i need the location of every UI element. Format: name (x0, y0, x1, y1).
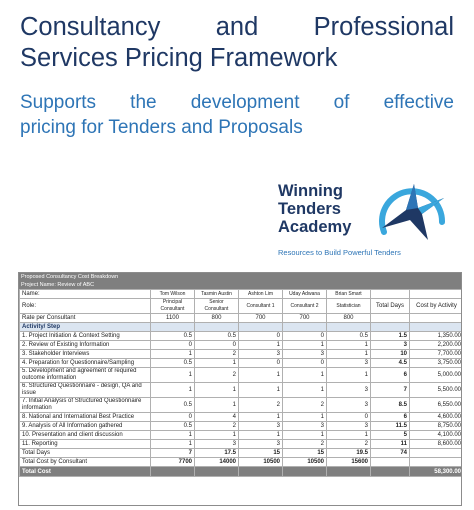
table-row (20, 422, 463, 431)
consultant-rate: 700 (239, 314, 283, 323)
logo-line-3: Academy (278, 218, 352, 236)
row-cost: 1,350.00 (410, 332, 463, 341)
page-title (20, 12, 454, 74)
days-cell[interactable]: 3 (195, 440, 239, 449)
consultant-total-cost: 14000 (195, 458, 239, 467)
grand-total-days: 74 (371, 449, 410, 458)
logo-line-2: Tenders (278, 200, 341, 218)
days-cell[interactable]: 1 (239, 383, 283, 398)
total-cost-value: 58,300.00 (410, 467, 463, 477)
total-cost-by-label: Total Cost by Consultant (20, 458, 151, 467)
days-cell[interactable]: 0 (151, 341, 195, 350)
total-cost-by-consultant-row (20, 458, 463, 467)
consultant-name: Tom Wilson (151, 290, 195, 299)
logo-line-1: Winning (278, 182, 343, 200)
days-cell[interactable]: 0.5 (151, 332, 195, 341)
days-cell[interactable]: 2 (195, 368, 239, 383)
days-cell[interactable]: 0 (283, 359, 327, 368)
table-row (20, 368, 463, 383)
rate-label: Rate per Consultant (20, 314, 151, 323)
row-total-days: 7 (371, 383, 410, 398)
days-cell[interactable]: 1 (283, 431, 327, 440)
role-label: Role: (20, 299, 151, 314)
winning-tenders-logo (274, 178, 456, 262)
table-row (20, 431, 463, 440)
days-cell[interactable]: 4 (195, 413, 239, 422)
days-cell[interactable]: 2 (283, 440, 327, 449)
table-row (20, 440, 463, 449)
row-total-days: 8.5 (371, 398, 410, 413)
total-cost-label: Total Cost (20, 467, 151, 477)
activity-label: Activity/ Step (20, 323, 151, 332)
compass-star-icon (368, 178, 454, 246)
consultant-total-days: 15 (283, 449, 327, 458)
days-cell[interactable]: 0 (151, 413, 195, 422)
days-cell[interactable]: 1 (151, 350, 195, 359)
table-row (20, 383, 463, 398)
table-row (20, 332, 463, 341)
row-cost: 2,200.00 (410, 341, 463, 350)
name-label: Name: (20, 290, 151, 299)
consultant-total-cost: 10500 (239, 458, 283, 467)
cost-breakdown-spreadsheet (18, 272, 462, 506)
cost-by-activity-header: Cost by Activity (410, 299, 463, 314)
days-cell[interactable]: 1 (195, 431, 239, 440)
days-cell[interactable]: 1 (239, 431, 283, 440)
row-total-days: 3 (371, 341, 410, 350)
project-name-band: Project Name: Review of ABC (19, 281, 461, 289)
days-cell[interactable]: 0 (239, 332, 283, 341)
days-cell[interactable]: 3 (327, 398, 371, 413)
table-row (20, 413, 463, 422)
days-cell[interactable]: 1 (151, 368, 195, 383)
total-days-label: Total Days (20, 449, 151, 458)
days-cell[interactable]: 1 (283, 341, 327, 350)
rate-row (20, 314, 463, 323)
title-line-1: Consultancy and Professional (20, 13, 454, 41)
activity-step: 4. Preparation for Questionnaire/Sampling (20, 359, 151, 368)
row-cost: 5,000.00 (410, 368, 463, 383)
sheet-title-band: Proposed Consultancy Cost Breakdown (19, 273, 461, 281)
days-cell[interactable]: 2 (195, 350, 239, 359)
days-cell[interactable]: 2 (327, 440, 371, 449)
consultant-role: Statistician (327, 299, 371, 314)
days-cell[interactable]: 3 (327, 422, 371, 431)
days-cell[interactable]: 1 (283, 413, 327, 422)
activity-step: 9. Analysis of All Information gathered (20, 422, 151, 431)
days-cell[interactable]: 3 (327, 383, 371, 398)
days-cell[interactable]: 1 (327, 368, 371, 383)
row-cost: 5,500.00 (410, 383, 463, 398)
days-cell[interactable]: 1 (239, 341, 283, 350)
table-row (20, 398, 463, 413)
row-total-days: 5 (371, 431, 410, 440)
row-total-days: 4.5 (371, 359, 410, 368)
days-cell[interactable]: 1 (327, 350, 371, 359)
days-cell[interactable]: 1 (195, 359, 239, 368)
consultant-role: Consultant 2 (283, 299, 327, 314)
days-cell[interactable]: 1 (151, 440, 195, 449)
activity-step: 7. Initial Analysis of Structured Questionnaire information (20, 398, 151, 413)
row-cost: 4,100.00 (410, 431, 463, 440)
days-cell[interactable]: 1 (239, 368, 283, 383)
row-total-days: 11 (371, 440, 410, 449)
table-row (20, 350, 463, 359)
row-cost: 3,750.00 (410, 359, 463, 368)
consultant-rate: 800 (327, 314, 371, 323)
activity-step: 3. Stakeholder Interviews (20, 350, 151, 359)
days-cell[interactable]: 1 (195, 398, 239, 413)
cost-table (19, 289, 462, 477)
days-cell[interactable]: 0.5 (195, 332, 239, 341)
row-cost: 8,600.00 (410, 440, 463, 449)
days-cell[interactable]: 1 (283, 368, 327, 383)
consultant-total-cost: 15600 (327, 458, 371, 467)
consultant-name: Tasmin Austin (195, 290, 239, 299)
days-cell[interactable]: 0 (327, 413, 371, 422)
consultant-total-cost: 10500 (283, 458, 327, 467)
days-cell[interactable]: 0 (195, 341, 239, 350)
days-cell[interactable]: 3 (239, 440, 283, 449)
table-row (20, 341, 463, 350)
consultant-role: Senior Consultant (195, 299, 239, 314)
days-cell[interactable]: 1 (151, 431, 195, 440)
consultant-total-days: 7 (151, 449, 195, 458)
row-total-days: 10 (371, 350, 410, 359)
row-total-days: 6 (371, 413, 410, 422)
days-cell[interactable]: 3 (283, 422, 327, 431)
subtitle-line-2: pricing for Tenders and Proposals (20, 117, 303, 138)
days-cell[interactable]: 1 (239, 413, 283, 422)
days-cell[interactable]: 0.5 (151, 359, 195, 368)
consultant-total-days: 15 (239, 449, 283, 458)
consultant-rate: 800 (195, 314, 239, 323)
days-cell[interactable]: 3 (239, 422, 283, 431)
row-total-days: 6 (371, 368, 410, 383)
logo-tagline: Resources to Build Powerful Tenders (278, 248, 401, 257)
days-cell[interactable]: 1 (195, 383, 239, 398)
activity-step: 10. Presentation and client discussion (20, 431, 151, 440)
days-cell[interactable]: 0.5 (151, 398, 195, 413)
days-cell[interactable]: 1 (327, 431, 371, 440)
activity-step: 1. Project Initiation & Context Setting (20, 332, 151, 341)
days-cell[interactable]: 1 (327, 341, 371, 350)
days-cell[interactable]: 3 (239, 350, 283, 359)
total-cost-row (20, 467, 463, 477)
activity-step: 6. Structured Questionnaire - design, QA and issue (20, 383, 151, 398)
consultant-role: Principal Consultant (151, 299, 195, 314)
consultant-name: Ashton Lim (239, 290, 283, 299)
logo-wordmark (278, 182, 351, 236)
days-cell[interactable]: 2 (195, 422, 239, 431)
subtitle-line-1: Supports the development of effective (20, 92, 454, 113)
consultant-rate: 700 (283, 314, 327, 323)
activity-step: 5. Development and agreement of required outcome information (20, 368, 151, 383)
days-cell[interactable]: 0 (283, 332, 327, 341)
row-total-days: 1.5 (371, 332, 410, 341)
row-cost: 6,550.00 (410, 398, 463, 413)
days-cell[interactable]: 1 (151, 383, 195, 398)
row-cost: 4,600.00 (410, 413, 463, 422)
days-cell[interactable]: 3 (327, 359, 371, 368)
consultant-total-days: 17.5 (195, 449, 239, 458)
total-days-row (20, 449, 463, 458)
days-cell[interactable]: 0 (239, 359, 283, 368)
days-cell[interactable]: 2 (283, 398, 327, 413)
row-total-days: 11.5 (371, 422, 410, 431)
days-cell[interactable]: 3 (283, 350, 327, 359)
days-cell[interactable]: 0.5 (327, 332, 371, 341)
consultant-rate: 1100 (151, 314, 195, 323)
table-row (20, 359, 463, 368)
consultant-name: Brian Smart (327, 290, 371, 299)
row-cost: 7,700.00 (410, 350, 463, 359)
consultant-role: Consultant 1 (239, 299, 283, 314)
activity-step: 8. National and International Best Practice (20, 413, 151, 422)
total-days-header: Total Days (371, 299, 410, 314)
days-cell[interactable]: 0.5 (151, 422, 195, 431)
name-row (20, 290, 463, 299)
days-cell[interactable]: 1 (283, 383, 327, 398)
activity-band (20, 323, 463, 332)
page-subtitle (20, 90, 454, 140)
consultant-total-cost: 7700 (151, 458, 195, 467)
activity-step: 2. Review of Existing Information (20, 341, 151, 350)
role-row (20, 299, 463, 314)
consultant-total-days: 19.5 (327, 449, 371, 458)
title-line-2: Services Pricing Framework (20, 44, 338, 72)
row-cost: 8,750.00 (410, 422, 463, 431)
consultant-name: Uday Adwana (283, 290, 327, 299)
days-cell[interactable]: 2 (239, 398, 283, 413)
activity-step: 11. Reporting (20, 440, 151, 449)
